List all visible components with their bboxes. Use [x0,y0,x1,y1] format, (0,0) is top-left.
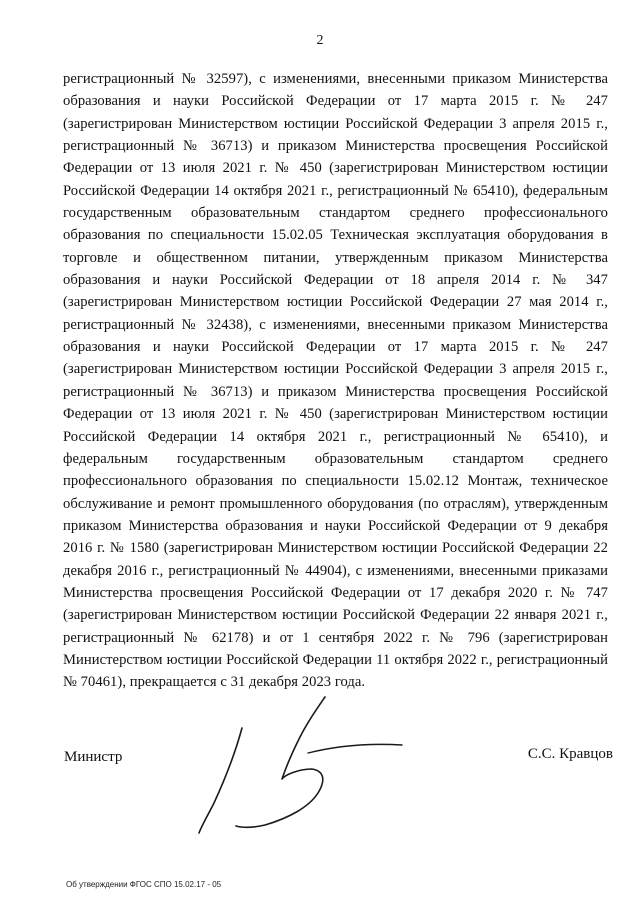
document-footer: Об утверждении ФГОС СПО 15.02.17 - 05 [66,880,222,889]
signatory-name: С.С. Кравцов [527,746,613,762]
signatory-role: Министр [64,749,123,765]
handwritten-signature [190,685,420,835]
page-number: 2 [316,33,324,48]
body-paragraph: регистрационный № 32597), с изменениями, внесенными приказом Министерства образования и науки Российской Федерации от 17 марта 2015 г. № 247 (зарегистрирован Министерством юстиции Российской Федерации 3 апреля 2015 г., регистрационный № 36713) и приказом Министерства просвещения Российской Федерации от 13 июля 2021 г. № 450 (зарегистрирован Министерством юстиции Российской Федерации 14 октября 2021 г., регистрационный № 65410), федеральным государственным образовательным стандартом среднего профессионального образования по специальности 15.02.05 Техническая эксплуатация оборудования в торговле и общественном питании, утвержденным приказом Министерства образования и науки Российской Федерации от 18 апреля 2014 г. № 347 (зарегистрирован Министерством юстиции Российской Федерации 27 мая 2014 г., регистрационный № 32438), с изменениями, внесенными приказом Министерства образования и науки Российской Федерации от 17 марта 2015 г. № 247 (зарегистрирован Министерством юстиции Российской Федерации 3 апреля 2015 г., регистрационный № 36713) и приказом Министерства просвещения Российской Федерации от 13 июля 2021 г. № 450 (зарегистрирован Министерством юстиции Российской Федерации 14 октября 2021 г., регистрационный № 65410), и федеральным государственным образовательным стандартом среднего профессионального образования по специальности 15.02.12 Монтаж, техническое обслуживание и ремонт промышленного оборудования (по отраслям), утвержденным приказом Министерства образования и науки Российской Федерации от 9 декабря 2016 г. № 1580 (зарегистрирован Министерством юстиции Российской Федерации 22 декабря 2016 г., регистрационный № 44904), с изменениями, внесенными приказами Министерства просвещения Российской Федерации от 17 декабря 2020 г. № 747 (зарегистрирован Министерством юстиции Российской Федерации 22 января 2021 г., регистрационный № 62178) и от 1 сентября 2022 г. № 796 (зарегистрирован Министерством юстиции Российской Федерации 11 октября 2022 г., регистрационный № 70461), прекращается с 31 декабря 2023 года. [63,71,608,691]
